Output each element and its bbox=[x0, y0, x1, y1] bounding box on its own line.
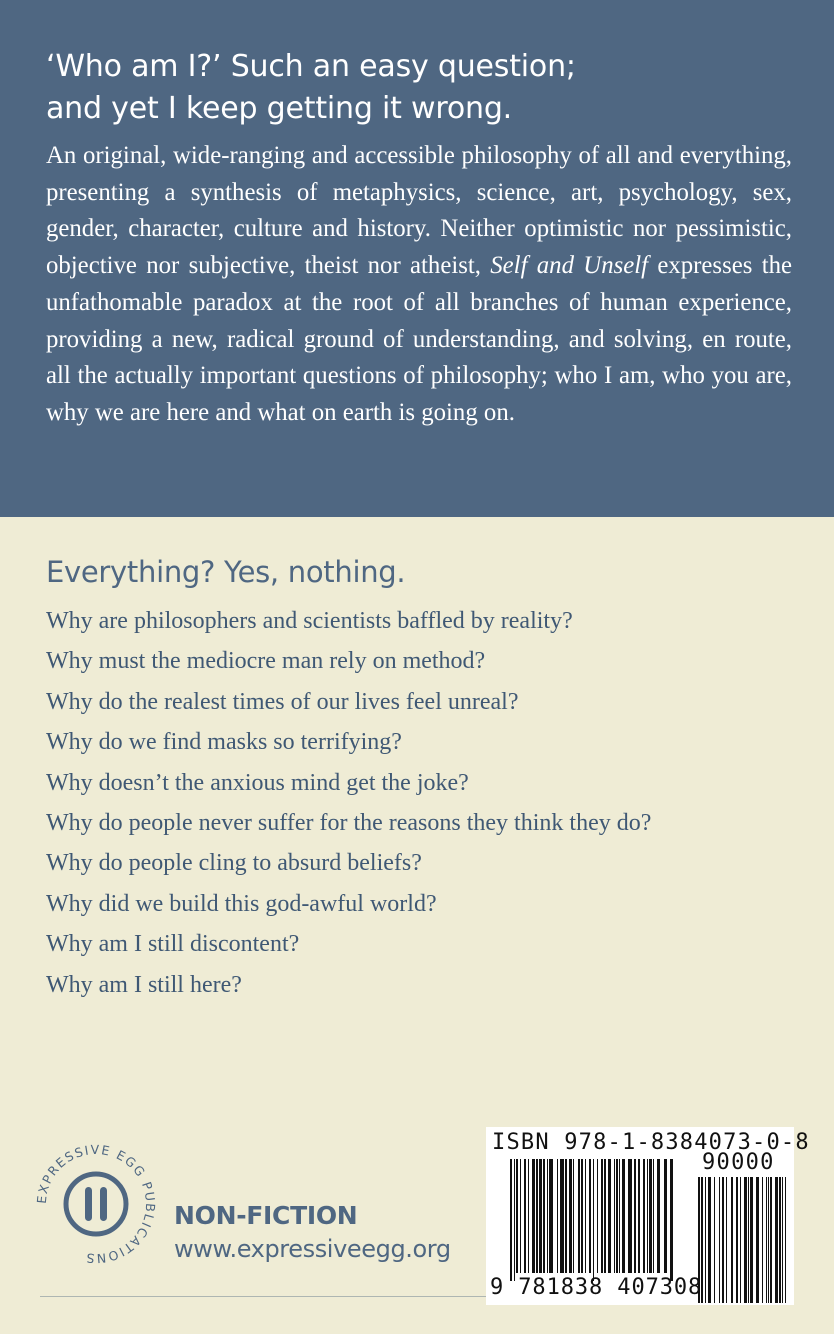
question-item: Why are philosophers and scientists baffled by reality? bbox=[46, 608, 573, 634]
question-item: Why do people cling to absurd beliefs? bbox=[46, 850, 422, 877]
question-item: Why do people never suffer for the reasons they think they do? bbox=[46, 810, 652, 837]
blurb-part-1: An original, wide-ranging and accessible philosophy of all and everything, presenting a synthesis of metaphysics, science, art, psychology, sex, gender, character, culture and history. Neither optimistic nor pessimistic, objective nor subjective, theist nor atheist, bbox=[46, 142, 792, 280]
question-list bbox=[46, 601, 651, 1005]
question-item: Why must the mediocre man rely on method? bbox=[46, 648, 486, 675]
publisher-website-link[interactable]: www.expressiveegg.org bbox=[174, 1235, 451, 1263]
isbn-number: ISBN 978-1-8384073-0-8 bbox=[492, 1130, 810, 1155]
isbn-barcode bbox=[486, 1127, 810, 1305]
blurb-part-2: expresses the unfathomable paradox at the root of all branches of human experience, providing a new, radical ground of understanding, and solving, en route, all the actually important questions of philosophy; who I am, who you are, why we are here and what on earth is going on. bbox=[46, 252, 792, 426]
logo-ring-text: EXPRESSIVE EGG PUBLICATIONS bbox=[33, 1141, 159, 1267]
blurb-text bbox=[46, 138, 792, 432]
category-label: NON-FICTION bbox=[174, 1201, 358, 1230]
price-addon-code: 90000 bbox=[702, 1150, 775, 1175]
headline-line-1: ‘Who am I?’ Such an easy question; bbox=[46, 49, 576, 84]
question-item: Why did we build this god-awful world? bbox=[46, 890, 437, 917]
headline-line-2: and yet I keep getting it wrong. bbox=[46, 91, 513, 126]
question-item: Why doesn’t the anxious mind get the joke? bbox=[46, 769, 469, 796]
section-subhead: Everything? Yes, nothing. bbox=[46, 555, 406, 589]
book-title-italic: Self and Unself bbox=[490, 252, 649, 280]
question-item: Why am I still discontent? bbox=[46, 931, 300, 958]
question-item: Why am I still here? bbox=[46, 971, 242, 998]
publisher-logo-icon bbox=[30, 1138, 162, 1270]
question-item: Why do the realest times of our lives feel unreal? bbox=[46, 688, 519, 715]
headline bbox=[46, 46, 806, 130]
question-item: Why do we find masks so terrifying? bbox=[46, 729, 402, 756]
blurb-panel bbox=[0, 0, 834, 517]
ean-number: 9 781838 407308 bbox=[490, 1275, 703, 1300]
